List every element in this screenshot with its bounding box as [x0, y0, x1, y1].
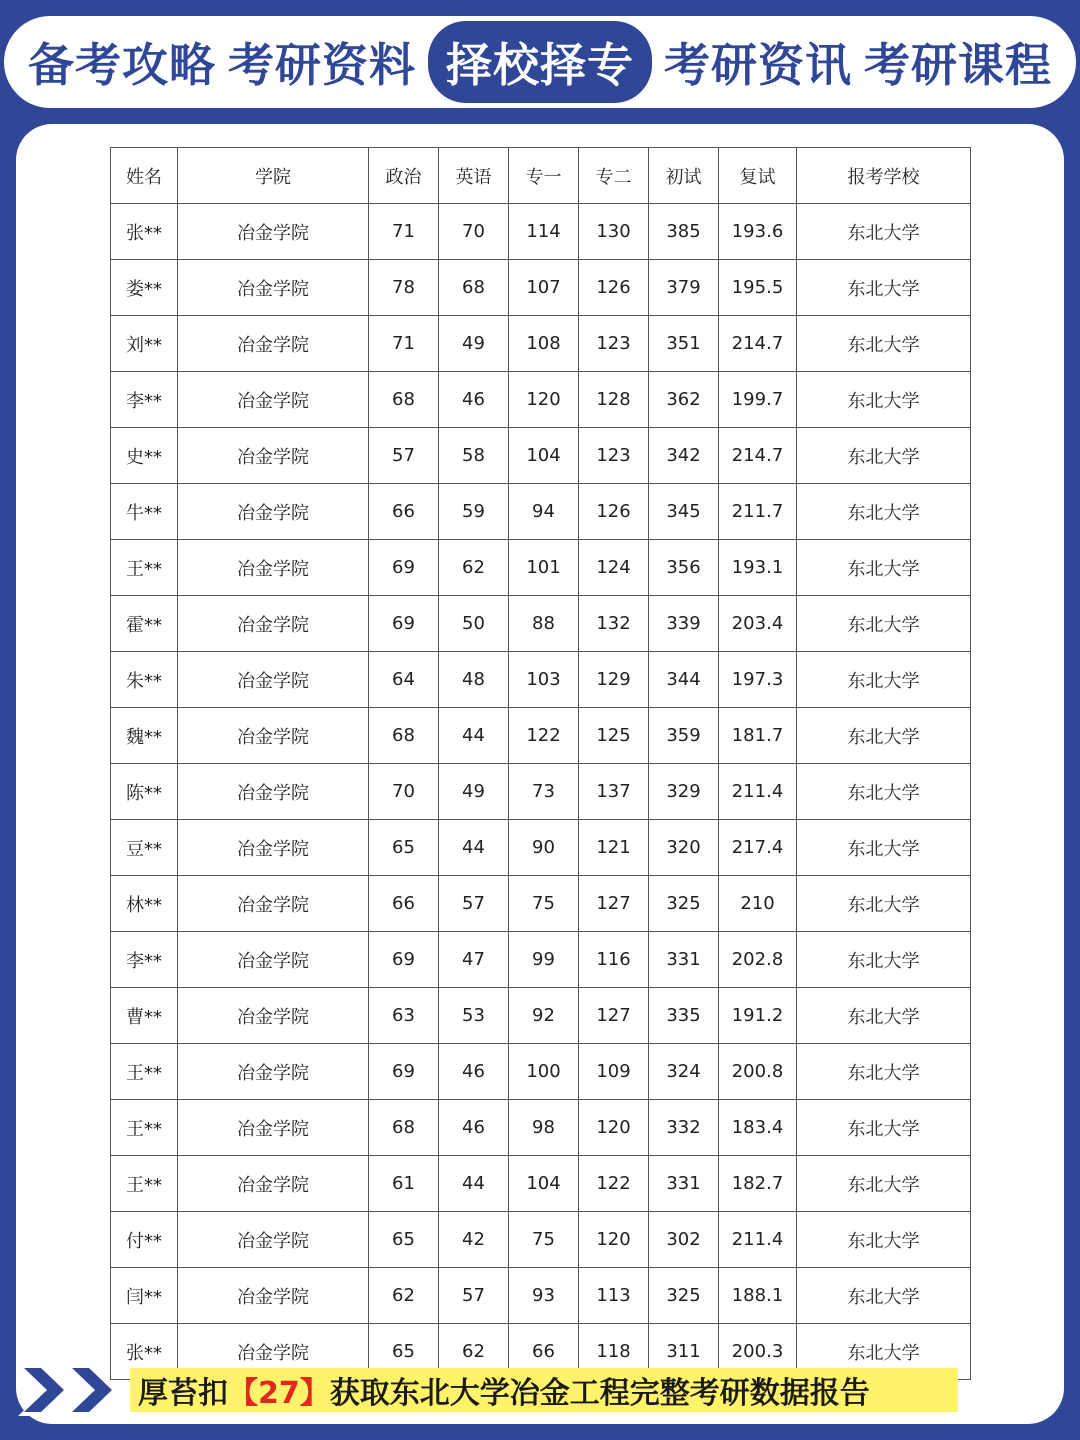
table-cell: 75	[509, 1212, 579, 1268]
content-panel	[16, 124, 1064, 1424]
table-cell: 359	[649, 708, 719, 764]
table-cell: 61	[369, 1156, 439, 1212]
table-cell: 李**	[111, 932, 178, 988]
table-cell: 冶金学院	[178, 988, 369, 1044]
table-row	[111, 316, 971, 372]
table-cell: 70	[369, 764, 439, 820]
table-row	[111, 428, 971, 484]
promo-banner	[130, 1368, 958, 1412]
table-cell: 东北大学	[797, 988, 971, 1044]
table-row	[111, 596, 971, 652]
table-row	[111, 260, 971, 316]
table-cell: 65	[369, 1324, 439, 1380]
table-row	[111, 932, 971, 988]
table-cell: 329	[649, 764, 719, 820]
table-cell: 闫**	[111, 1268, 178, 1324]
table-cell: 东北大学	[797, 596, 971, 652]
table-cell: 68	[369, 372, 439, 428]
table-row	[111, 484, 971, 540]
table-row	[111, 652, 971, 708]
table-cell: 冶金学院	[178, 316, 369, 372]
table-header-row	[111, 148, 971, 204]
table-cell: 93	[509, 1268, 579, 1324]
table-cell: 冶金学院	[178, 596, 369, 652]
table-cell: 冶金学院	[178, 876, 369, 932]
table-cell: 冶金学院	[178, 428, 369, 484]
table-cell: 东北大学	[797, 484, 971, 540]
table-cell: 69	[369, 932, 439, 988]
table-cell: 付**	[111, 1212, 178, 1268]
table-cell: 126	[579, 260, 649, 316]
table-cell: 351	[649, 316, 719, 372]
table-cell: 94	[509, 484, 579, 540]
table-cell: 331	[649, 1156, 719, 1212]
table-cell: 48	[439, 652, 509, 708]
table-cell: 137	[579, 764, 649, 820]
table-cell: 冶金学院	[178, 652, 369, 708]
table-cell: 王**	[111, 1100, 178, 1156]
table-cell: 73	[509, 764, 579, 820]
table-cell: 127	[579, 876, 649, 932]
table-cell: 东北大学	[797, 932, 971, 988]
table-cell: 193.6	[719, 204, 797, 260]
table-cell: 128	[579, 372, 649, 428]
table-cell: 120	[579, 1100, 649, 1156]
table-cell: 302	[649, 1212, 719, 1268]
table-cell: 339	[649, 596, 719, 652]
table-cell: 李**	[111, 372, 178, 428]
table-cell: 69	[369, 1044, 439, 1100]
table-cell: 东北大学	[797, 1268, 971, 1324]
table-cell: 冶金学院	[178, 204, 369, 260]
table-cell: 66	[369, 484, 439, 540]
category-nav	[4, 16, 1076, 108]
table-cell: 379	[649, 260, 719, 316]
table-row	[111, 1212, 971, 1268]
table-cell: 342	[649, 428, 719, 484]
table-cell: 王**	[111, 1044, 178, 1100]
table-cell: 朱**	[111, 652, 178, 708]
table-cell: 46	[439, 1044, 509, 1100]
table-row	[111, 988, 971, 1044]
table-cell: 陈**	[111, 764, 178, 820]
table-cell: 东北大学	[797, 428, 971, 484]
table-cell: 113	[579, 1268, 649, 1324]
table-cell: 120	[579, 1212, 649, 1268]
table-row	[111, 1156, 971, 1212]
table-cell: 104	[509, 428, 579, 484]
table-cell: 132	[579, 596, 649, 652]
table-cell: 344	[649, 652, 719, 708]
table-cell: 张**	[111, 204, 178, 260]
table-cell: 116	[579, 932, 649, 988]
table-cell: 东北大学	[797, 820, 971, 876]
table-cell: 63	[369, 988, 439, 1044]
table-cell: 65	[369, 1212, 439, 1268]
nav-item-2-active[interactable]: 择校择专	[428, 21, 652, 103]
table-cell: 121	[579, 820, 649, 876]
table-cell: 东北大学	[797, 204, 971, 260]
table-cell: 东北大学	[797, 876, 971, 932]
table-cell: 史**	[111, 428, 178, 484]
table-cell: 冶金学院	[178, 1268, 369, 1324]
table-cell: 44	[439, 1156, 509, 1212]
table-cell: 130	[579, 204, 649, 260]
table-cell: 林**	[111, 876, 178, 932]
table-row	[111, 764, 971, 820]
table-cell: 62	[369, 1268, 439, 1324]
table-cell: 107	[509, 260, 579, 316]
table-cell: 68	[369, 708, 439, 764]
banner-prefix: 厚苔扣	[138, 1376, 228, 1411]
banner-code: 【27】	[228, 1376, 330, 1411]
table-cell: 冶金学院	[178, 1324, 369, 1380]
table-cell: 东北大学	[797, 652, 971, 708]
table-cell: 曹**	[111, 988, 178, 1044]
table-cell: 57	[439, 1268, 509, 1324]
table-cell: 191.2	[719, 988, 797, 1044]
table-cell: 68	[369, 1100, 439, 1156]
table-cell: 冶金学院	[178, 1156, 369, 1212]
table-cell: 71	[369, 316, 439, 372]
table-cell: 101	[509, 540, 579, 596]
table-cell: 100	[509, 1044, 579, 1100]
nav-item-4[interactable]: 考研课程	[864, 38, 1052, 92]
table-cell: 冶金学院	[178, 764, 369, 820]
table-cell: 64	[369, 652, 439, 708]
table-row	[111, 1100, 971, 1156]
table-cell: 109	[579, 1044, 649, 1100]
table-cell: 62	[439, 540, 509, 596]
table-cell: 103	[509, 652, 579, 708]
table-cell: 69	[369, 540, 439, 596]
table-cell: 东北大学	[797, 316, 971, 372]
table-cell: 385	[649, 204, 719, 260]
table-cell: 181.7	[719, 708, 797, 764]
table-cell: 44	[439, 820, 509, 876]
table-cell: 200.8	[719, 1044, 797, 1100]
table-cell: 325	[649, 1268, 719, 1324]
table-cell: 195.5	[719, 260, 797, 316]
table-cell: 335	[649, 988, 719, 1044]
table-cell: 冶金学院	[178, 708, 369, 764]
table-cell: 125	[579, 708, 649, 764]
table-cell: 冶金学院	[178, 1100, 369, 1156]
table-cell: 王**	[111, 1156, 178, 1212]
table-cell: 114	[509, 204, 579, 260]
table-row	[111, 876, 971, 932]
table-cell: 200.3	[719, 1324, 797, 1380]
table-cell: 冶金学院	[178, 540, 369, 596]
table-cell: 203.4	[719, 596, 797, 652]
table-cell: 53	[439, 988, 509, 1044]
table-cell: 92	[509, 988, 579, 1044]
column-header: 英语	[439, 148, 509, 204]
table-cell: 90	[509, 820, 579, 876]
table-cell: 217.4	[719, 820, 797, 876]
table-cell: 78	[369, 260, 439, 316]
table-cell: 冶金学院	[178, 260, 369, 316]
table-cell: 东北大学	[797, 372, 971, 428]
table-cell: 东北大学	[797, 540, 971, 596]
score-table	[110, 147, 971, 1380]
table-row	[111, 1268, 971, 1324]
table-cell: 59	[439, 484, 509, 540]
table-row	[111, 372, 971, 428]
table-cell: 冶金学院	[178, 820, 369, 876]
table-cell: 214.7	[719, 316, 797, 372]
table-cell: 46	[439, 1100, 509, 1156]
table-cell: 122	[509, 708, 579, 764]
table-cell: 豆**	[111, 820, 178, 876]
table-cell: 44	[439, 708, 509, 764]
table-cell: 211.4	[719, 764, 797, 820]
double-chevron-right-icon	[14, 1362, 132, 1418]
table-cell: 188.1	[719, 1268, 797, 1324]
table-cell: 46	[439, 372, 509, 428]
table-cell: 57	[439, 876, 509, 932]
table-cell: 202.8	[719, 932, 797, 988]
table-cell: 123	[579, 428, 649, 484]
table-cell: 东北大学	[797, 1044, 971, 1100]
table-cell: 刘**	[111, 316, 178, 372]
table-cell: 娄**	[111, 260, 178, 316]
table-cell: 345	[649, 484, 719, 540]
table-cell: 冶金学院	[178, 484, 369, 540]
table-cell: 332	[649, 1100, 719, 1156]
table-cell: 冶金学院	[178, 372, 369, 428]
table-row	[111, 820, 971, 876]
table-cell: 49	[439, 316, 509, 372]
table-cell: 东北大学	[797, 1212, 971, 1268]
table-cell: 197.3	[719, 652, 797, 708]
table-cell: 104	[509, 1156, 579, 1212]
table-cell: 57	[369, 428, 439, 484]
table-cell: 66	[509, 1324, 579, 1380]
column-header: 复试	[719, 148, 797, 204]
table-body	[111, 204, 971, 1380]
table-cell: 68	[439, 260, 509, 316]
table-cell: 123	[579, 316, 649, 372]
table-cell: 126	[579, 484, 649, 540]
table-cell: 193.1	[719, 540, 797, 596]
column-header: 专二	[579, 148, 649, 204]
table-cell: 122	[579, 1156, 649, 1212]
table-cell: 65	[369, 820, 439, 876]
table-cell: 127	[579, 988, 649, 1044]
table-cell: 331	[649, 932, 719, 988]
table-cell: 88	[509, 596, 579, 652]
table-cell: 东北大学	[797, 1324, 971, 1380]
table-cell: 霍**	[111, 596, 178, 652]
table-cell: 210	[719, 876, 797, 932]
table-cell: 58	[439, 428, 509, 484]
banner-suffix: 获取东北大学冶金工程完整考研数据报告	[329, 1376, 870, 1411]
column-header: 初试	[649, 148, 719, 204]
table-cell: 311	[649, 1324, 719, 1380]
table-cell: 71	[369, 204, 439, 260]
table-cell: 211.4	[719, 1212, 797, 1268]
table-cell: 182.7	[719, 1156, 797, 1212]
table-cell: 东北大学	[797, 708, 971, 764]
table-cell: 124	[579, 540, 649, 596]
table-cell: 王**	[111, 540, 178, 596]
table-cell: 325	[649, 876, 719, 932]
table-cell: 75	[509, 876, 579, 932]
table-cell: 冶金学院	[178, 1044, 369, 1100]
column-header: 姓名	[111, 148, 178, 204]
table-row	[111, 1044, 971, 1100]
column-header: 专一	[509, 148, 579, 204]
table-cell: 东北大学	[797, 260, 971, 316]
table-cell: 129	[579, 652, 649, 708]
table-cell: 冶金学院	[178, 1212, 369, 1268]
nav-item-0[interactable]: 备考攻略	[28, 38, 216, 92]
table-cell: 冶金学院	[178, 932, 369, 988]
table-cell: 362	[649, 372, 719, 428]
table-row	[111, 708, 971, 764]
table-cell: 99	[509, 932, 579, 988]
table-cell: 199.7	[719, 372, 797, 428]
table-cell: 356	[649, 540, 719, 596]
table-row	[111, 540, 971, 596]
table-cell: 211.7	[719, 484, 797, 540]
table-cell: 120	[509, 372, 579, 428]
table-cell: 47	[439, 932, 509, 988]
table-cell: 108	[509, 316, 579, 372]
table-cell: 66	[369, 876, 439, 932]
table-cell: 69	[369, 596, 439, 652]
column-header: 报考学校	[797, 148, 971, 204]
table-cell: 42	[439, 1212, 509, 1268]
table-cell: 东北大学	[797, 1100, 971, 1156]
column-header: 学院	[178, 148, 369, 204]
table-cell: 50	[439, 596, 509, 652]
table-cell: 牛**	[111, 484, 178, 540]
table-cell: 214.7	[719, 428, 797, 484]
table-cell: 118	[579, 1324, 649, 1380]
table-cell: 183.4	[719, 1100, 797, 1156]
table-cell: 张**	[111, 1324, 178, 1380]
table-row	[111, 204, 971, 260]
nav-item-3[interactable]: 考研资讯	[664, 38, 852, 92]
table-cell: 320	[649, 820, 719, 876]
table-cell: 东北大学	[797, 1156, 971, 1212]
table-cell: 98	[509, 1100, 579, 1156]
table-cell: 东北大学	[797, 764, 971, 820]
table-cell: 324	[649, 1044, 719, 1100]
table-cell: 魏**	[111, 708, 178, 764]
table-cell: 70	[439, 204, 509, 260]
nav-item-1[interactable]: 考研资料	[228, 38, 416, 92]
table-cell: 62	[439, 1324, 509, 1380]
column-header: 政治	[369, 148, 439, 204]
table-cell: 49	[439, 764, 509, 820]
